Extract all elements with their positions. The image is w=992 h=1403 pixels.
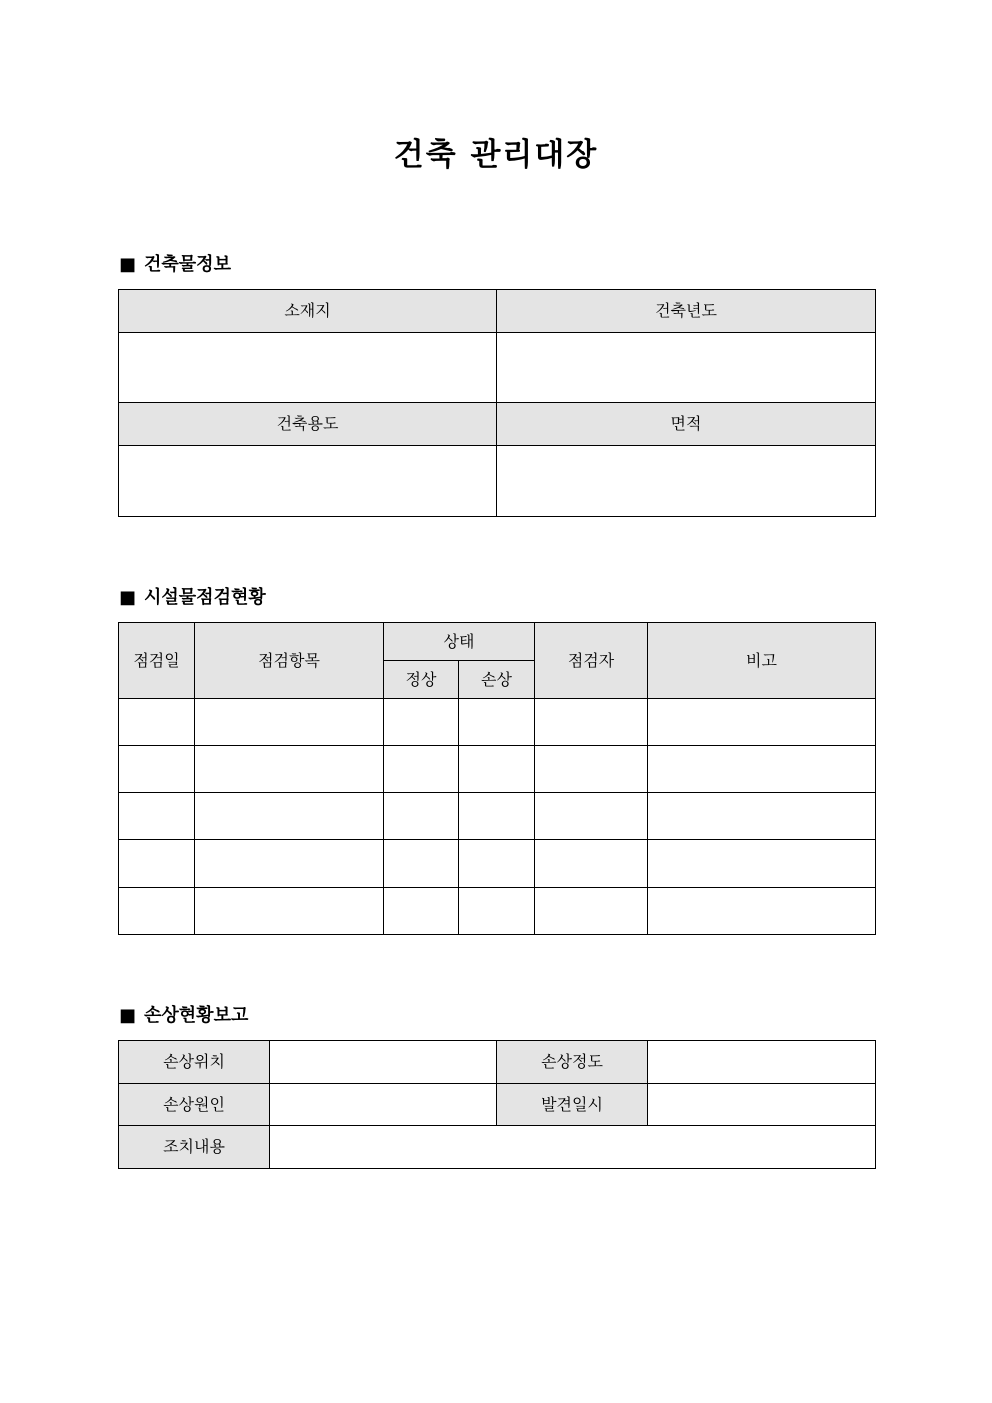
damage-report-table bbox=[118, 1040, 876, 1169]
damage-report-row bbox=[119, 1084, 876, 1126]
inspection-table bbox=[118, 622, 876, 935]
status-normal-cell[interactable] bbox=[384, 888, 459, 935]
remarks-header: 비고 bbox=[648, 623, 876, 699]
action-taken-field[interactable] bbox=[270, 1126, 876, 1169]
building-use-label: 건축용도 bbox=[119, 403, 497, 446]
remarks-cell[interactable] bbox=[648, 699, 876, 746]
page-title: 건축 관리대장 bbox=[393, 137, 599, 173]
item-cell[interactable] bbox=[195, 840, 384, 888]
area-label: 면적 bbox=[497, 403, 876, 446]
damage-report-row bbox=[119, 1126, 876, 1169]
inspection-heading-text: 시설물점검현황 bbox=[144, 587, 266, 608]
item-cell[interactable] bbox=[195, 888, 384, 935]
status-damaged-cell[interactable] bbox=[459, 746, 535, 793]
inspector-cell[interactable] bbox=[535, 840, 648, 888]
status-normal-cell[interactable] bbox=[384, 699, 459, 746]
table-row bbox=[119, 746, 876, 793]
square-bullet-icon: ■ bbox=[119, 587, 137, 608]
area-field[interactable] bbox=[497, 446, 876, 517]
construction-year-label: 건축년도 bbox=[497, 290, 876, 333]
item-cell[interactable] bbox=[195, 746, 384, 793]
building-info-value-row bbox=[119, 446, 876, 517]
remarks-cell[interactable] bbox=[648, 888, 876, 935]
date-cell[interactable] bbox=[119, 746, 195, 793]
square-bullet-icon: ■ bbox=[119, 1005, 137, 1026]
item-cell[interactable] bbox=[195, 699, 384, 746]
date-header: 점검일 bbox=[119, 623, 195, 699]
action-taken-label: 조치내용 bbox=[119, 1126, 270, 1169]
status-damaged-cell[interactable] bbox=[459, 699, 535, 746]
remarks-cell[interactable] bbox=[648, 793, 876, 840]
inspector-cell[interactable] bbox=[535, 888, 648, 935]
status-header: 상태 bbox=[384, 623, 535, 661]
damage-location-field[interactable] bbox=[270, 1041, 497, 1084]
building-info-table bbox=[118, 289, 876, 517]
inspection-header-row bbox=[119, 623, 876, 661]
status-damaged-header: 손상 bbox=[459, 661, 535, 699]
status-normal-cell[interactable] bbox=[384, 793, 459, 840]
building-info-value-row bbox=[119, 333, 876, 403]
date-cell[interactable] bbox=[119, 699, 195, 746]
building-info-heading bbox=[119, 253, 231, 277]
location-field[interactable] bbox=[119, 333, 497, 403]
building-info-label-row bbox=[119, 403, 876, 446]
inspector-cell[interactable] bbox=[535, 793, 648, 840]
inspector-header: 점검자 bbox=[535, 623, 648, 699]
square-bullet-icon: ■ bbox=[119, 254, 137, 275]
damage-location-label: 손상위치 bbox=[119, 1041, 270, 1084]
damage-report-heading bbox=[119, 1004, 248, 1028]
table-row bbox=[119, 888, 876, 935]
inspection-heading bbox=[119, 586, 266, 610]
table-row bbox=[119, 699, 876, 746]
location-label: 소재지 bbox=[119, 290, 497, 333]
status-normal-cell[interactable] bbox=[384, 840, 459, 888]
construction-year-field[interactable] bbox=[497, 333, 876, 403]
building-use-field[interactable] bbox=[119, 446, 497, 517]
building-info-label-row bbox=[119, 290, 876, 333]
remarks-cell[interactable] bbox=[648, 840, 876, 888]
table-row bbox=[119, 793, 876, 840]
discovery-datetime-field[interactable] bbox=[648, 1084, 876, 1126]
building-info-heading-text: 건축물정보 bbox=[144, 254, 231, 275]
damage-degree-field[interactable] bbox=[648, 1041, 876, 1084]
status-damaged-cell[interactable] bbox=[459, 840, 535, 888]
damage-degree-label: 손상정도 bbox=[497, 1041, 648, 1084]
remarks-cell[interactable] bbox=[648, 746, 876, 793]
item-cell[interactable] bbox=[195, 793, 384, 840]
status-normal-header: 정상 bbox=[384, 661, 459, 699]
table-row bbox=[119, 840, 876, 888]
discovery-datetime-label: 발견일시 bbox=[497, 1084, 648, 1126]
date-cell[interactable] bbox=[119, 793, 195, 840]
date-cell[interactable] bbox=[119, 840, 195, 888]
damage-cause-field[interactable] bbox=[270, 1084, 497, 1126]
inspector-cell[interactable] bbox=[535, 746, 648, 793]
status-damaged-cell[interactable] bbox=[459, 793, 535, 840]
damage-cause-label: 손상원인 bbox=[119, 1084, 270, 1126]
status-damaged-cell[interactable] bbox=[459, 888, 535, 935]
inspector-cell[interactable] bbox=[535, 699, 648, 746]
date-cell[interactable] bbox=[119, 888, 195, 935]
damage-report-row bbox=[119, 1041, 876, 1084]
status-normal-cell[interactable] bbox=[384, 746, 459, 793]
item-header: 점검항목 bbox=[195, 623, 384, 699]
damage-report-heading-text: 손상현황보고 bbox=[144, 1005, 249, 1026]
